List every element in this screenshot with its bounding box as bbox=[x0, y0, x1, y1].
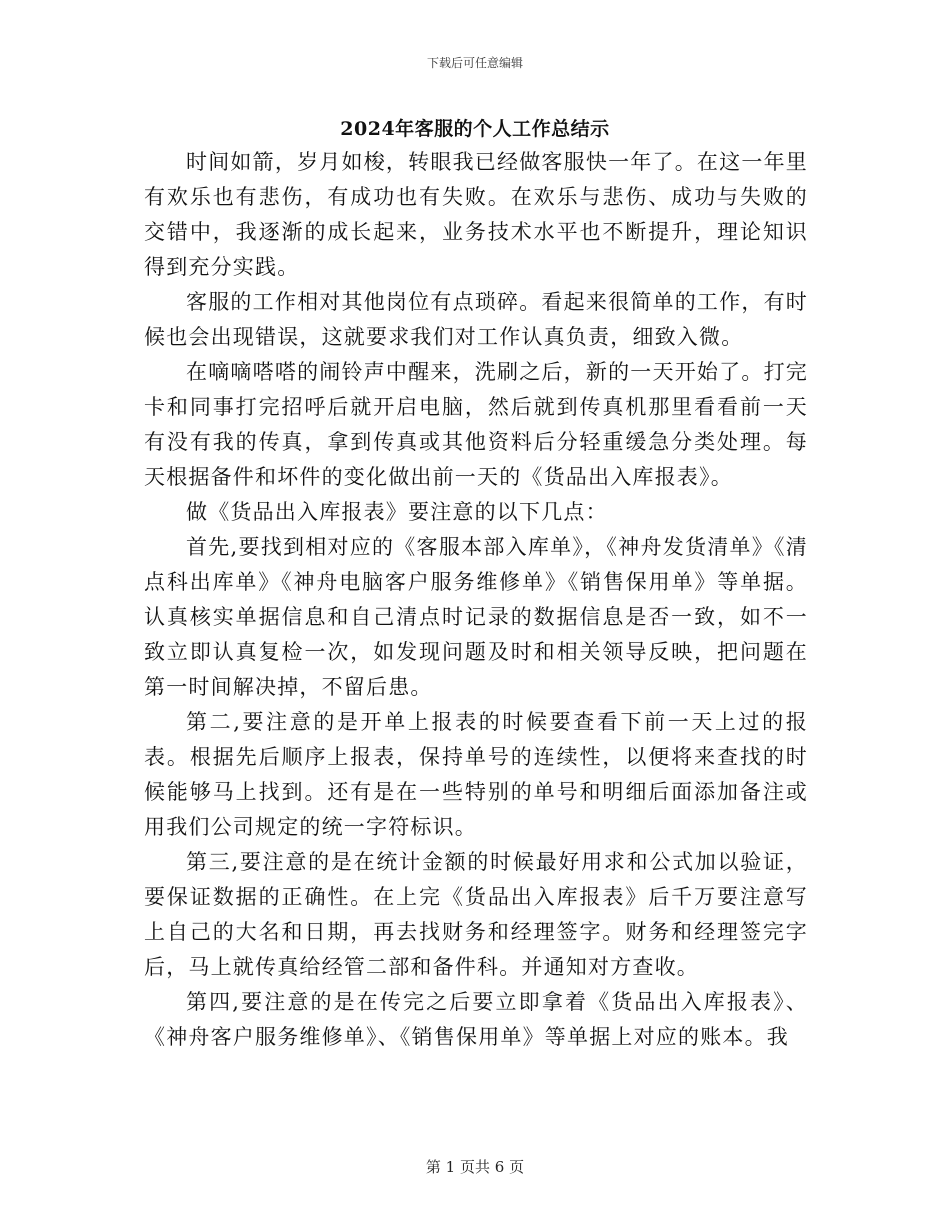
paragraph: 第三,要注意的是在统计金额的时候最好用求和公式加以验证，要保证数据的正确性。在上完《货品出入库报表》后千万要注意写上自己的大名和日期，再去找财务和经理签字。财务和经理签完字后，马上就传真给经管二部和备件科。并通知对方查收。 bbox=[144, 850, 808, 979]
paragraph: 做《货品出入库报表》要注意的以下几点： bbox=[186, 500, 608, 524]
paragraph: 第二,要注意的是开单上报表的时候要查看下前一天上过的报表。根据先后顺序上报表，保持单号的连续性，以便将来查找的时候能够马上找到。还有是在一些特别的单号和明细后面添加备注或用我们公司规定的统一字符标识。 bbox=[144, 710, 808, 839]
paragraph: 第四,要注意的是在传完之后要立即拿着《货品出入库报表》、《神舟客户服务维修单》、《销售保用单》等单据上对应的账本。我 bbox=[144, 990, 808, 1049]
paragraph: 在嘀嘀嗒嗒的闹铃声中醒来，洗刷之后，新的一天开始了。打完卡和同事打完招呼后就开启电脑，然后就到传真机那里看看前一天有没有我的传真，拿到传真或其他资料后分轻重缓急分类处理。每天根据备件和坏件的变化做出前一天的《货品出入库报表》。 bbox=[144, 360, 808, 489]
page-number: 第 1 页共 6 页 bbox=[425, 1158, 525, 1176]
header-note: 下载后可任意编辑 bbox=[426, 56, 523, 70]
document-body bbox=[144, 145, 808, 1055]
paragraph: 时间如箭，岁月如梭，转眼我已经做客服快一年了。在这一年里有欢乐也有悲伤，有成功也有失败。在欢乐与悲伤、成功与失败的交错中，我逐渐的成长起来，业务技术水平也不断提升，理论知识得到充分实践。 bbox=[144, 150, 808, 279]
paragraph: 首先,要找到相对应的《客服本部入库单》，《神舟发货清单》《清点科出库单》《神舟电脑客户服务维修单》《销售保用单》等单据。认真核实单据信息和自己清点时记录的数据信息是否一致，如不一致立即认真复检一次，如发现问题及时和相关领导反映，把问题在第一时间解决掉，不留后患。 bbox=[144, 535, 808, 699]
document-title: 2024年客服的个人工作总结示 bbox=[340, 118, 610, 140]
paragraph: 客服的工作相对其他岗位有点琐碎。看起来很简单的工作，有时候也会出现错误，这就要求我们对工作认真负责，细致入微。 bbox=[144, 290, 808, 349]
